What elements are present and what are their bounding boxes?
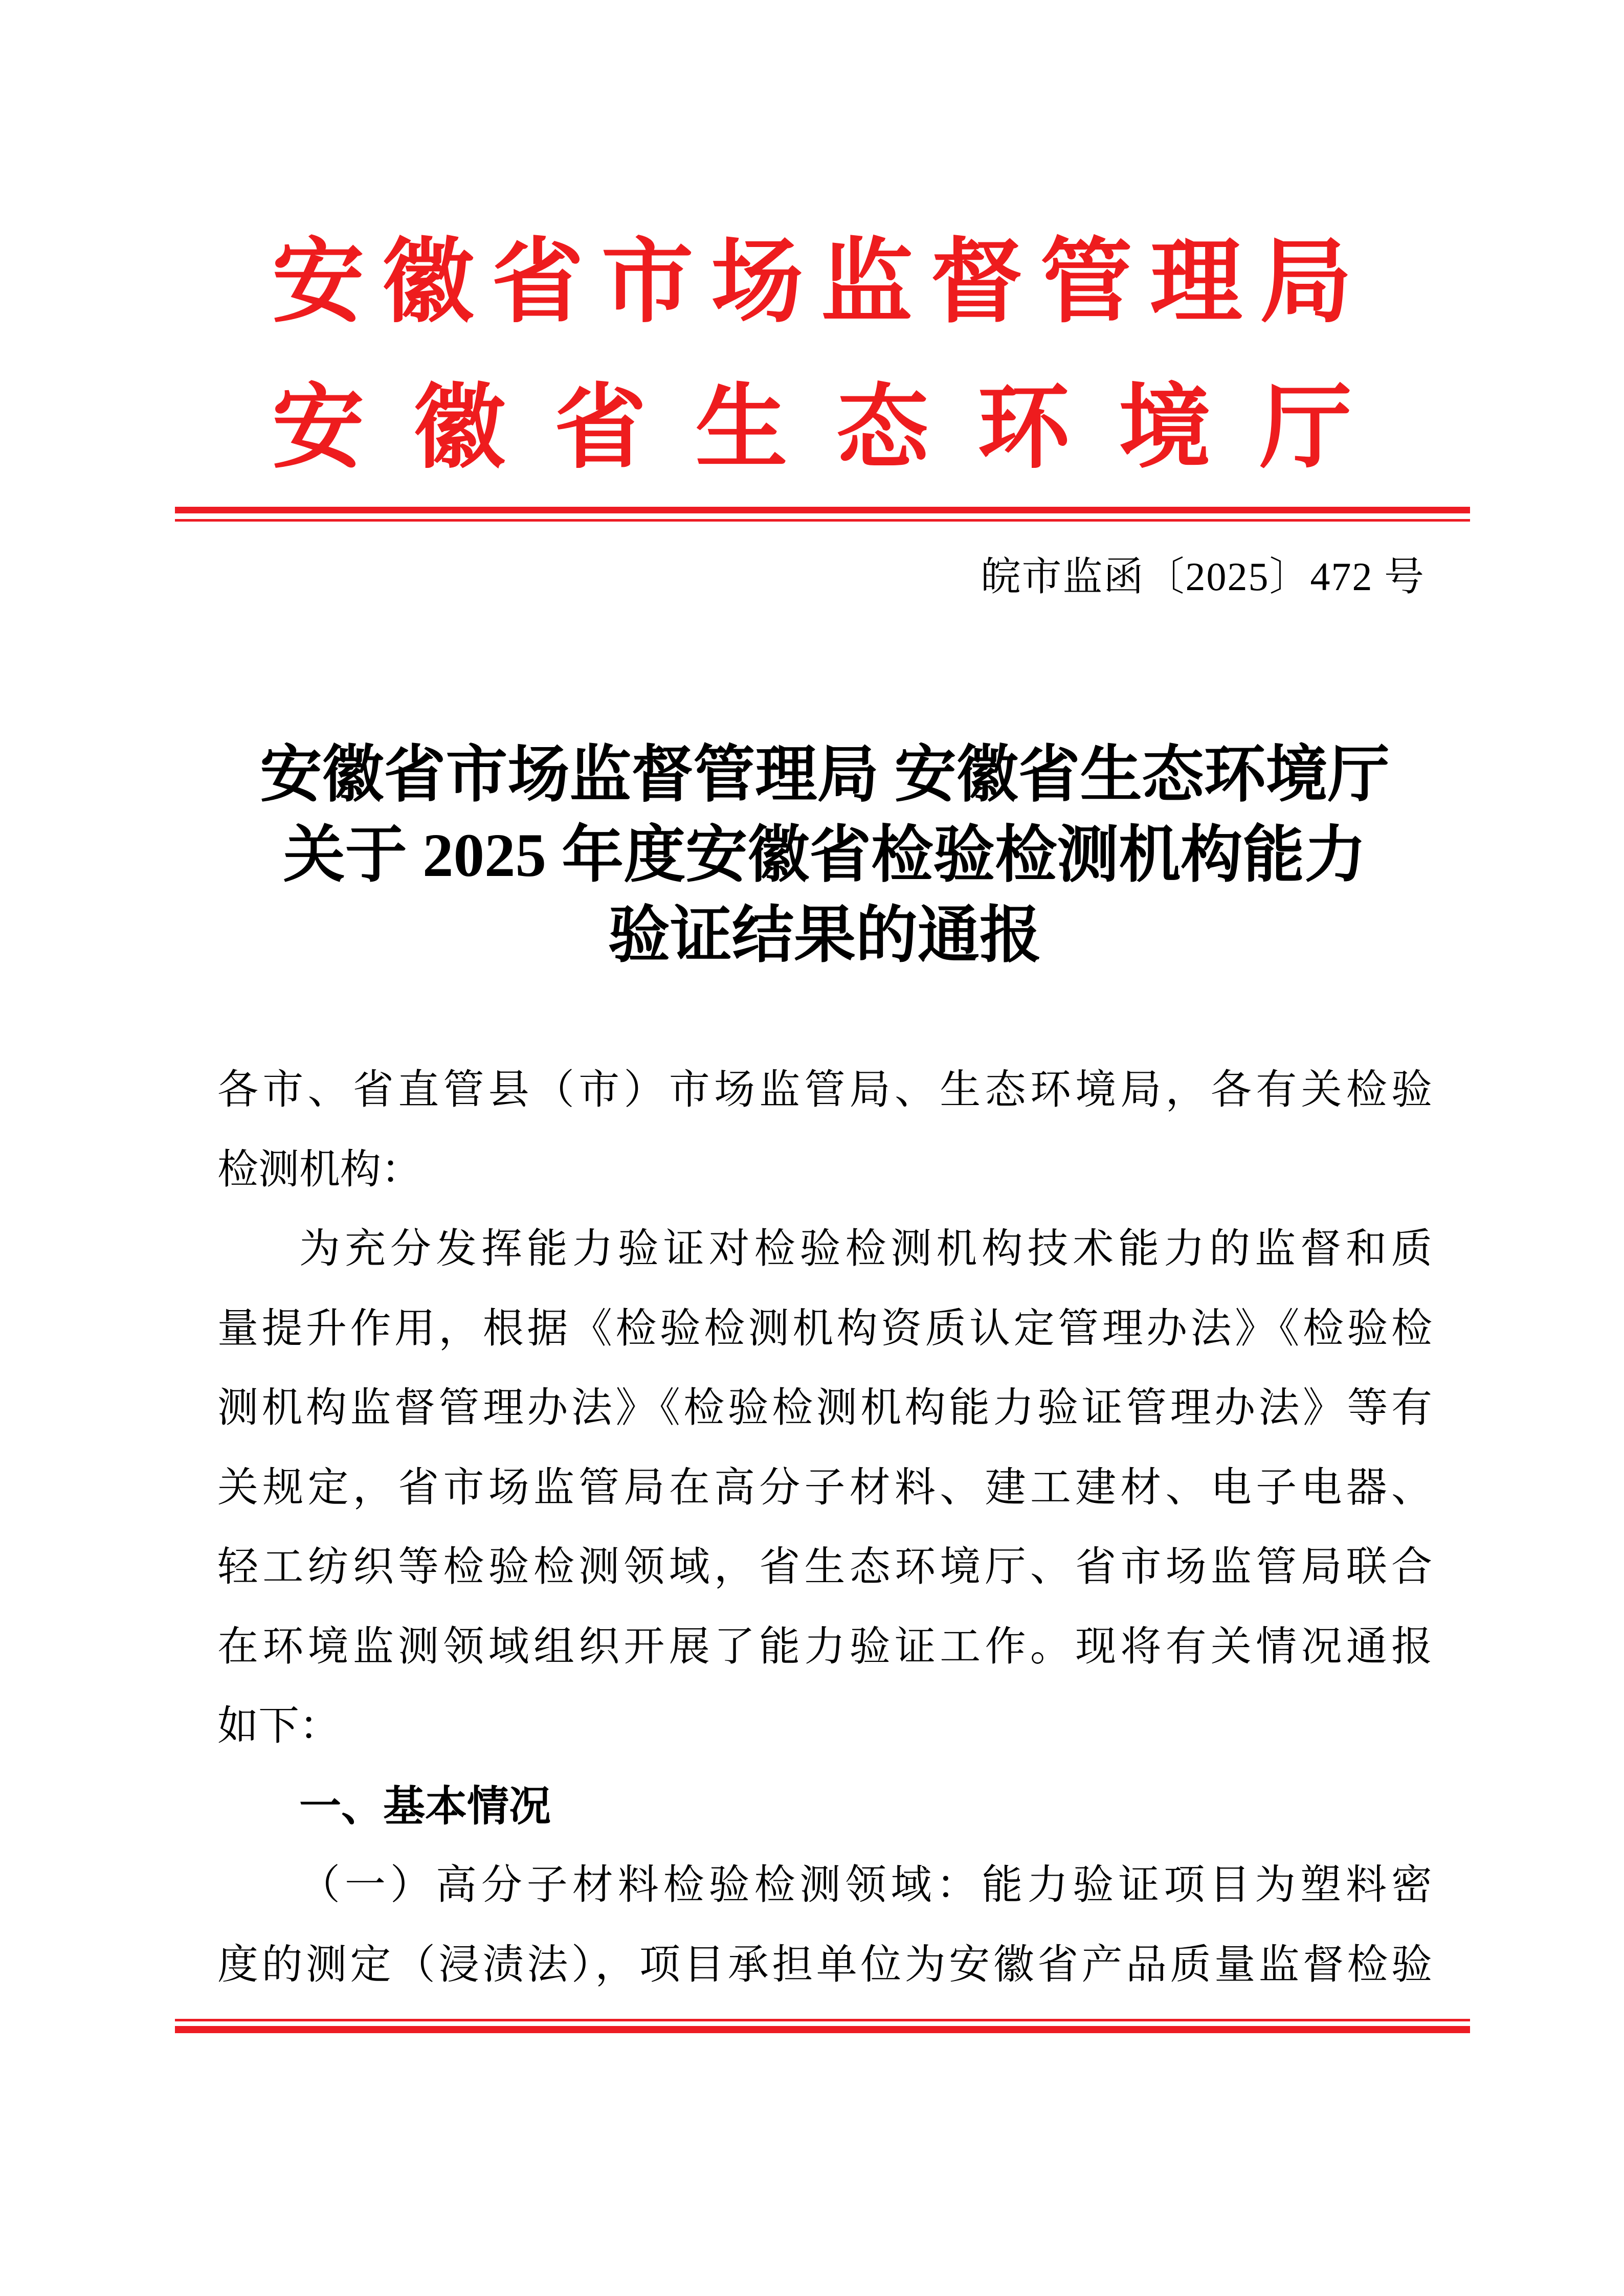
document-title (217, 735, 1432, 976)
body-line: 各市、省直管县（市）市场监管局、生态环境局，各有关检验 (217, 1068, 1432, 1113)
footer-rule-thin (175, 2019, 1470, 2021)
body-line: 度的测定（浸渍法），项目承担单位为安徽省产品质量监督检验 (217, 1942, 1432, 1988)
document-body (217, 1051, 1432, 2005)
agency-name-line2: 安徽省生态环境厅 (272, 377, 1352, 479)
body-line: 检测机构： (217, 1147, 422, 1192)
agency-name-line1: 安徽省市场监督管理局 (272, 232, 1352, 333)
body-line: 为充分发挥能力验证对检验检测机构技术能力的监督和质 (299, 1227, 1432, 1272)
header-rule-thick (175, 507, 1470, 513)
body-line: 量提升作用，根据《检验检测机构资质认定管理办法》《检验检 (217, 1306, 1432, 1352)
red-letterhead (272, 210, 1352, 501)
header-rule-thin (175, 519, 1470, 522)
body-line: 轻工纺织等检验检测领域，省生态环境厅、省市场监管局联合 (217, 1545, 1432, 1590)
body-line: （一）高分子材料检验检测领域：能力验证项目为塑料密 (299, 1863, 1432, 1908)
section-heading: 一、基本情况 (299, 1783, 551, 1830)
body-line: 在环境监测领域组织开展了能力验证工作。现将有关情况通报 (217, 1624, 1432, 1670)
body-line: 关规定，省市场监管局在高分子材料、建工建材、电子电器、 (217, 1465, 1432, 1511)
footer-rule-thick (175, 2026, 1470, 2033)
document-number: 皖市监函〔2025〕472 号 (981, 554, 1425, 599)
title-line-2: 关于 2025 年度安徽省检验检测机构能力 (283, 821, 1367, 890)
body-line: 测机构监督管理办法》《检验检测机构能力验证管理办法》等有 (217, 1386, 1432, 1431)
title-line-3: 验证结果的通报 (608, 902, 1041, 970)
body-line: 如下： (217, 1704, 340, 1749)
title-line-1: 安徽省市场监督管理局 安徽省生态环境厅 (260, 741, 1390, 809)
